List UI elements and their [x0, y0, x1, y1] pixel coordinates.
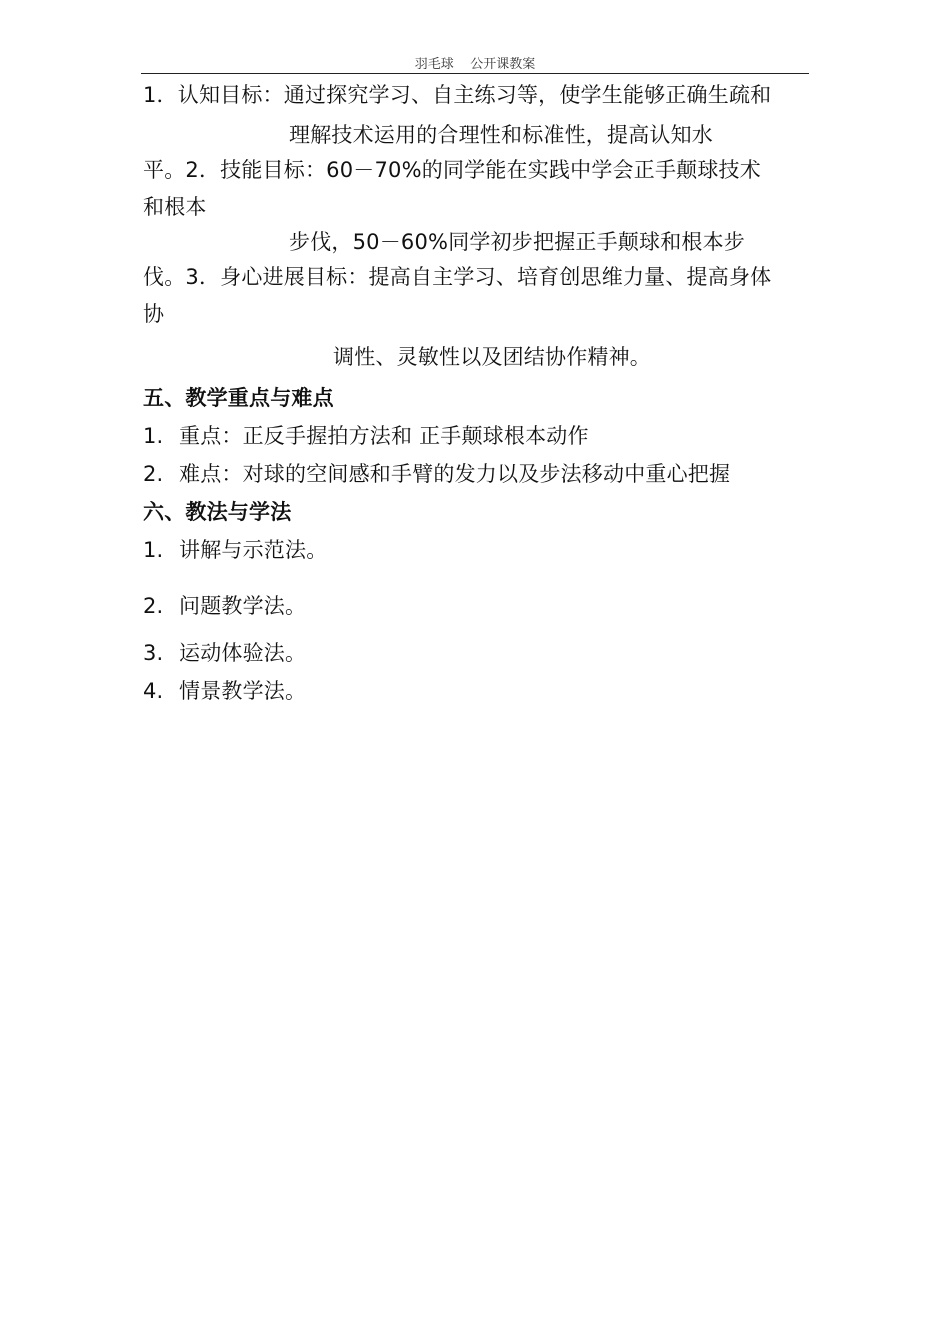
list-item-number: 1. — [143, 424, 164, 448]
section-heading-methods: 六、教法与学法 — [143, 500, 292, 524]
list-item — [143, 422, 163, 450]
list-item-number: 2. — [143, 462, 164, 486]
list-item-number: 3. — [143, 641, 164, 665]
list-item-number: 2. — [143, 594, 164, 618]
header-divider — [141, 73, 809, 74]
objective-line-1: 1．认知目标：通过探究学习、自主练习等，使学生能够正确生疏和 — [143, 83, 772, 107]
section-heading-key-points: 五、教学重点与难点 — [143, 386, 334, 410]
objective-line-2: 理解技术运用的合理性和标准性，提高认知水 — [289, 123, 713, 147]
list-item — [143, 460, 163, 488]
list-item-number: 4. — [143, 679, 164, 703]
objective-line-3: 平。2．技能目标：60－70%的同学能在实践中学会正手颠球技术 — [143, 158, 761, 182]
list-item-text: 重点：正反手握拍方法和 正手颠球根本动作 — [179, 424, 589, 448]
page-header-title: 羽毛球 公开课教案 — [414, 57, 536, 72]
list-item-text: 运动体验法。 — [179, 641, 307, 665]
objective-line-5: 步伐，50－60%同学初步把握正手颠球和根本步 — [289, 230, 745, 254]
objective-line-8: 调性、灵敏性以及团结协作精神。 — [333, 345, 651, 369]
objective-line-4: 和根本 — [143, 195, 207, 219]
list-item-text: 讲解与示范法。 — [179, 538, 328, 562]
list-item-text: 难点：对球的空间感和手臂的发力以及步法移动中重心把握 — [179, 462, 731, 486]
list-item-number: 1. — [143, 538, 164, 562]
objective-line-7: 协 — [143, 302, 165, 326]
list-item-text: 情景教学法。 — [179, 679, 307, 703]
objective-line-6: 伐。3．身心进展目标：提高自主学习、培育创思维力量、提高身体 — [143, 265, 772, 289]
list-item-text: 问题教学法。 — [179, 594, 307, 618]
